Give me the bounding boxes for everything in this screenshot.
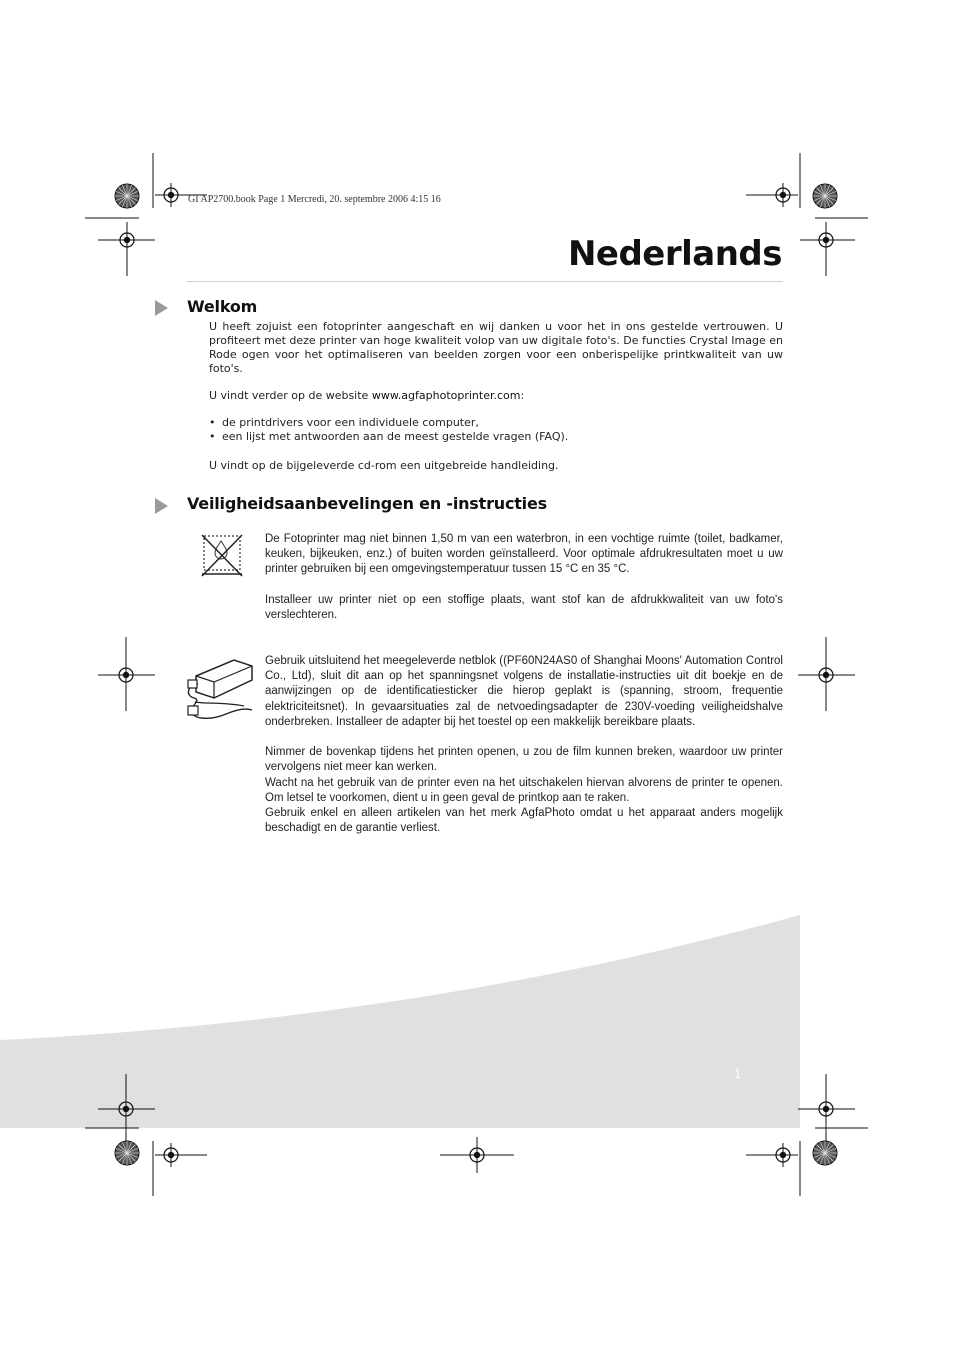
- website-suffix: :: [520, 389, 525, 402]
- welcome-intro: U heeft zojuist een fotoprinter aangeschaft en wij danken u voor het in ons gestelde vertrouwen. U profiteert met deze printer van hoge kwaliteit volop van uw digitale foto's. De functies Crystal Image en Rode ogen voor het optimaliseren van beelden zorgen voor een onberispelijke printkwaliteit van uw foto's.: [209, 320, 783, 375]
- page-title: Nederlands: [567, 234, 782, 274]
- title-rule: [187, 281, 783, 282]
- print-header: GI AP2700.book Page 1 Mercredi, 20. septembre 2006 4:15 16: [188, 194, 441, 205]
- website-link[interactable]: www.agfaphotoprinter.com: [371, 389, 521, 402]
- warranty-note: Gebruik enkel en alleen artikelen van het merk AgfaPhoto omdat u het apparaat anders mogelijk beschadigt en de garantie verliest.: [265, 807, 783, 835]
- power-adapter-icon: [186, 654, 258, 728]
- dust-warning: Installeer uw printer niet op een stoffige plaats, want stof kan de afdrukkwaliteit van uw foto's verslechteren.: [265, 594, 783, 622]
- no-water-icon: [199, 533, 245, 579]
- location-warning: De Fotoprinter mag niet binnen 1,50 m van een waterbron, in een vochtige ruimte (toilet, badkamer, keuken, bijkeuken, enz.) of buiten worden geïnstalleerd. Voor optimale afdrukresultaten moet u uw printer gebruiken bij een omgevingstemperatuur tussen 15 °C en 35 °C.: [265, 533, 783, 576]
- section-heading-safety: Veiligheidsaanbevelingen en -instructies: [187, 494, 547, 513]
- cdrom-note: U vindt op de bijgeleverde cd-rom een uitgebreide handleiding.: [209, 459, 559, 472]
- adapter-instructions: Gebruik uitsluitend het meegeleverde netblok ((PF60N24AS0 of Shanghai Moons' Automation Control Co., Ltd), sluit dit aan op het spanningsnet volgens de installatie-instructies uit dit boekje en de aanwijzingen op de identificatiesticker die hierop geplakt is (spanning, stroom, frequentie elektriciteitsnet). In gevaarsituaties zal de netvoedingsadapter de 230V-voeding veiligheidshalve onderbreken. Installeer de adapter bij het toestel op een makkelijk bereikbare plaats.: [265, 655, 783, 728]
- website-line: [209, 389, 783, 403]
- website-prefix: U vindt verder op de website: [209, 389, 372, 402]
- section-marker-icon: [155, 300, 168, 316]
- printhead-warning: Wacht na het gebruik van de printer even na het uitschakelen hiervan alvorens de printer te openen. Om letsel te voorkomen, dient u in geen geval de printkop aan te raken.: [265, 777, 783, 805]
- page-number: 1: [734, 1066, 742, 1081]
- section-heading-welkom: Welkom: [187, 297, 258, 316]
- welcome-bullets: [209, 416, 783, 444]
- cover-warning: Nimmer de bovenkap tijdens het printen openen, u zou de film kunnen breken, waardoor uw printer vervolgens niet meer kan werken.: [265, 746, 783, 774]
- section-marker-icon: [155, 498, 168, 514]
- list-item: • de printdrivers voor een individuele computer,: [209, 416, 783, 430]
- list-item: • een lijst met antwoorden aan de meest gestelde vragen (FAQ).: [209, 430, 783, 444]
